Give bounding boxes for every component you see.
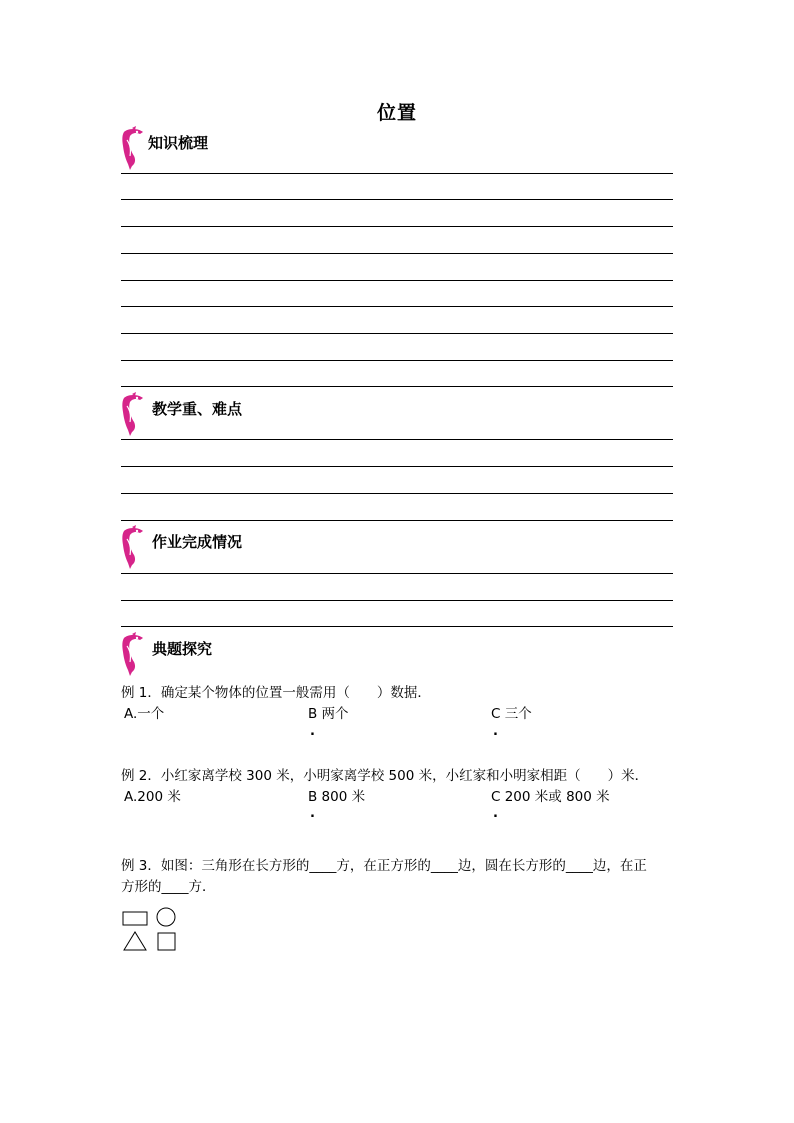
answer-line bbox=[121, 493, 673, 494]
page-title: 位置 bbox=[376, 102, 417, 124]
example-2-option-a: A.200 米 bbox=[124, 789, 181, 805]
circle-shape bbox=[157, 908, 175, 926]
answer-line bbox=[121, 600, 673, 601]
dolphin-icon bbox=[118, 632, 148, 676]
example-2-option-c: C 200 米或 800 米 bbox=[491, 789, 610, 805]
dolphin-icon bbox=[118, 126, 148, 170]
section-examples bbox=[118, 632, 678, 672]
shapes-figure bbox=[122, 905, 182, 955]
answer-line bbox=[121, 199, 673, 200]
answer-line bbox=[121, 253, 673, 254]
section-key-points bbox=[118, 392, 678, 432]
answer-line bbox=[121, 226, 673, 227]
example-2-option-b: B 800 米 bbox=[308, 789, 366, 805]
example-1-option-a: A.一个 bbox=[124, 706, 165, 722]
answer-line bbox=[121, 280, 673, 281]
example-1-option-b: B 两个 bbox=[308, 706, 349, 722]
answer-line bbox=[121, 386, 673, 387]
answer-line bbox=[121, 306, 673, 307]
answer-line bbox=[121, 626, 673, 627]
answer-line bbox=[121, 173, 673, 174]
dolphin-icon bbox=[118, 525, 148, 569]
section-title: 典题探究 bbox=[152, 640, 213, 658]
triangle-shape bbox=[124, 932, 146, 950]
square-shape bbox=[158, 933, 175, 950]
example-3-question-line2: 方形的____方． bbox=[121, 879, 216, 895]
dot-mark: . bbox=[310, 806, 315, 821]
section-title: 教学重、难点 bbox=[152, 400, 243, 418]
example-1-question: 例 1．确定某个物体的位置一般需用（ ）数据． bbox=[121, 685, 431, 701]
answer-line bbox=[121, 333, 673, 334]
section-title: 知识梳理 bbox=[148, 134, 209, 152]
section-homework bbox=[118, 525, 678, 565]
rectangle-shape bbox=[123, 912, 147, 925]
example-2-question: 例 2．小红家离学校 300 米，小明家离学校 500 米，小红家和小明家相距（ ）米． bbox=[121, 768, 649, 784]
answer-line bbox=[121, 439, 673, 440]
example-3-question-line1: 例 3．如图：三角形在长方形的____方，在正方形的____边，圆在长方形的____边，在正 bbox=[121, 858, 647, 874]
answer-line bbox=[121, 573, 673, 574]
dolphin-icon bbox=[118, 392, 148, 436]
answer-line bbox=[121, 360, 673, 361]
dot-mark: . bbox=[493, 724, 498, 739]
answer-line bbox=[121, 520, 673, 521]
example-1-option-c: C 三个 bbox=[491, 706, 532, 722]
section-knowledge bbox=[118, 126, 678, 166]
section-title: 作业完成情况 bbox=[152, 533, 243, 551]
answer-line bbox=[121, 466, 673, 467]
dot-mark: . bbox=[310, 724, 315, 739]
dot-mark: . bbox=[493, 806, 498, 821]
